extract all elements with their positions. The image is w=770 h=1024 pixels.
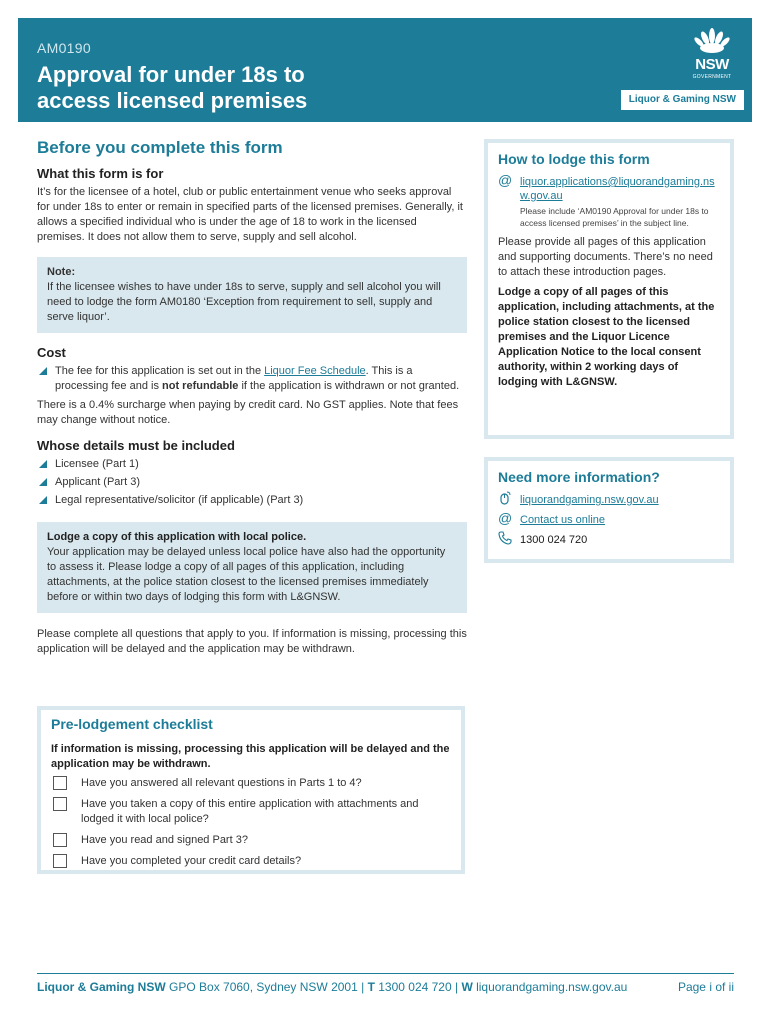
checkbox[interactable] (53, 797, 67, 811)
footer-agency: Liquor & Gaming NSW (37, 980, 166, 994)
footer (37, 980, 734, 994)
whose-item-label: Legal representative/solicitor (if applicable) (Part 3) (55, 494, 304, 506)
form-code: AM0190 (37, 40, 91, 56)
cost-text-post: if the application is withdrawn or not granted. (238, 380, 460, 392)
checkbox[interactable] (53, 854, 67, 868)
police-text: Your application may be delayed unless local police have also had the opportunity to assess it. Please lodge a copy of all pages of this application, including attachments, at the police station closest to the licensed premises immediately before or within two days of lodging this form with L&GNSW. (47, 546, 446, 603)
note-label: Note: (47, 266, 76, 278)
waratah-icon (688, 26, 736, 58)
whose-item-label: Applicant (Part 3) (55, 476, 140, 488)
footer-phone: 1300 024 720 | (374, 980, 462, 994)
checklist-heading: Pre-lodgement checklist (51, 716, 213, 732)
complete-text: Please complete all questions that apply to you. If information is missing, processing this application will be delayed and the application may be withdrawn. (37, 628, 467, 655)
mouse-icon (498, 491, 512, 507)
checklist-item (51, 776, 451, 791)
logo-word: NSW (695, 56, 729, 73)
checklist-item-label: Have you completed your credit card details? (81, 855, 302, 867)
form-title (37, 62, 457, 114)
cost-heading: Cost (37, 345, 66, 360)
pre-lodgement-checklist (37, 706, 465, 874)
cost-text-mid: . This is a processing fee and is (55, 365, 413, 392)
triangle-bullet-icon (39, 478, 47, 486)
email-row (498, 172, 720, 229)
footer-divider (37, 973, 734, 974)
police-box (37, 522, 467, 613)
at-sign-icon: @ (498, 510, 513, 526)
triangle-bullet-icon (39, 460, 47, 468)
lodge-heading: How to lodge this form (498, 151, 650, 167)
checklist-item (51, 833, 451, 848)
at-sign-icon: @ (498, 172, 513, 188)
email-note: Please include ‘AM0190 Approval for under 18s to access licensed premises’ in the subject line. (520, 206, 709, 228)
footer-t-label: T (367, 980, 375, 994)
main-column (37, 138, 467, 657)
phone-number: 1300 024 720 (520, 534, 588, 546)
footer-website: liquorandgaming.nsw.gov.au (472, 980, 628, 994)
lodge-police-text: Lodge a copy of all pages of this application, including attachments, at the police station closest to the licensed premises and the Liquor Licence Application Notice to the local consent authority, within 2 working days of lodging with L&GNSW. (498, 286, 715, 388)
whose-item-label: Licensee (Part 1) (55, 458, 139, 470)
more-heading: Need more information? (498, 469, 660, 485)
triangle-bullet-icon (39, 496, 47, 504)
phone-row (498, 533, 720, 547)
what-text: It’s for the licensee of a hotel, club or public entertainment venue who seeks approval for under 18s to enter or remain in specified parts of the licensed premises. Generally, it allows a specified individual who is under the age of 18 to work in the licensed premises. It does not allow them to serve, supply and sell alcohol. (37, 186, 463, 243)
note-box (37, 257, 467, 333)
how-to-lodge-box (484, 139, 734, 439)
checklist-item (51, 854, 451, 869)
checkbox[interactable] (53, 776, 67, 790)
form-title-line-2: access licensed premises (37, 88, 308, 113)
nsw-government-logo (688, 26, 736, 88)
police-heading: Lodge a copy of this application with local police. (47, 531, 307, 543)
whose-list (37, 457, 467, 508)
liquor-fee-schedule-link[interactable]: Liquor Fee Schedule (264, 365, 366, 377)
checklist-item (51, 797, 451, 827)
logo-sub: GOVERNMENT (692, 74, 732, 80)
contact-row (498, 510, 720, 527)
note-text: If the licensee wishes to have under 18s to serve, supply and sell alcohol you will need to lodge the form AM0180 ‘Exception from requirement to sell, supply and serve liquor’. (47, 281, 441, 323)
form-title-line-1: Approval for under 18s to (37, 62, 305, 87)
list-item (37, 457, 467, 472)
more-info-box (484, 457, 734, 563)
contact-us-link[interactable]: Contact us online (520, 514, 605, 526)
phone-icon (498, 531, 512, 547)
checklist-item-label: Have you read and signed Part 3? (81, 834, 248, 846)
what-heading: What this form is for (37, 166, 164, 181)
email-link[interactable]: liquor.applications@liquorandgaming.nsw.gov.au (520, 176, 715, 202)
footer-address: GPO Box 7060, Sydney NSW 2001 | (165, 980, 368, 994)
checklist-item-label: Have you taken a copy of this entire application with attachments and lodged it with local police? (81, 798, 419, 825)
cost-list (37, 364, 467, 394)
header-band (18, 18, 752, 122)
page-number: Page i of ii (677, 980, 734, 994)
cost-text-pre: The fee for this application is set out in the (55, 365, 265, 377)
list-item (37, 475, 467, 490)
before-heading: Before you complete this form (37, 138, 283, 157)
website-row (498, 493, 720, 507)
pages-text: Please provide all pages of this application and supporting documents. There’s no need to attach these introduction pages. (498, 236, 713, 278)
surcharge-text: There is a 0.4% surcharge when paying by credit card. No GST applies. Note that fees may change without notice. (37, 399, 459, 426)
agency-tag: Liquor & Gaming NSW (621, 90, 744, 110)
footer-w-label: W (461, 980, 473, 994)
whose-heading: Whose details must be included (37, 438, 235, 453)
list-item (37, 364, 467, 394)
cost-text-bold: not refundable (162, 380, 239, 392)
checklist-item-label: Have you answered all relevant questions in Parts 1 to 4? (81, 777, 362, 789)
checkbox[interactable] (53, 833, 67, 847)
triangle-bullet-icon (39, 367, 47, 375)
list-item (37, 493, 467, 508)
checklist-lead: If information is missing, processing this application will be delayed and the application may be withdrawn. (51, 743, 450, 770)
website-link[interactable]: liquorandgaming.nsw.gov.au (520, 494, 659, 506)
